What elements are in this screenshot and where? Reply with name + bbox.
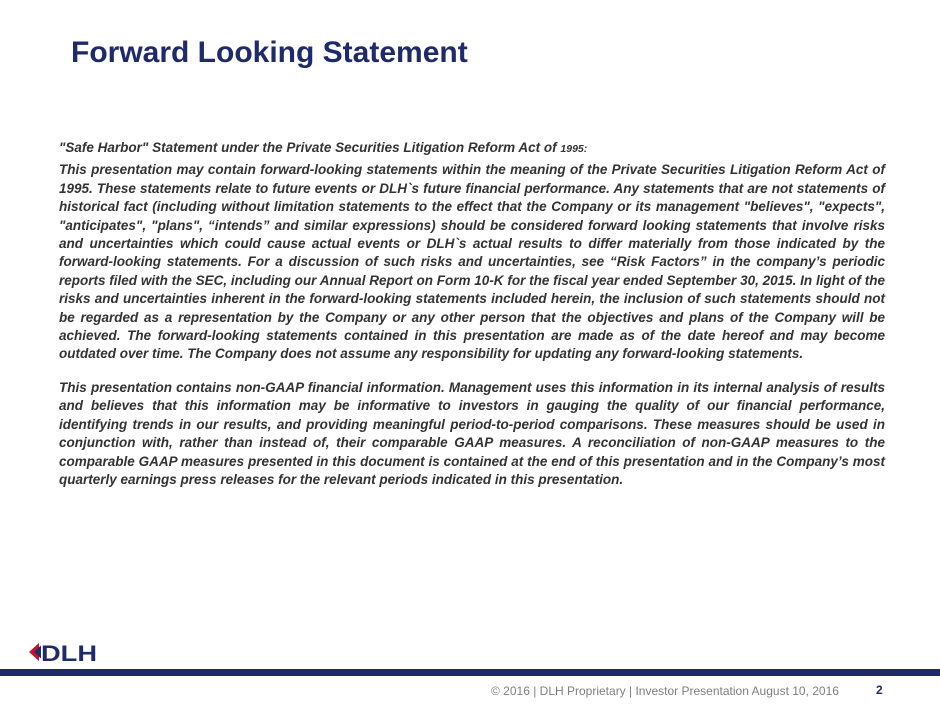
statement-body: [59, 139, 885, 504]
logo-text: DLH: [41, 641, 97, 664]
safe-harbor-heading-year: 1995:: [560, 143, 588, 155]
safe-harbor-heading: [59, 139, 885, 158]
footer-divider: [0, 669, 940, 676]
page-title: Forward Looking Statement: [71, 36, 468, 69]
footer-text: © 2016 | DLH Proprietary | Investor Presentation August 10, 2016: [491, 684, 839, 698]
forward-looking-paragraph: This presentation may contain forward-looking statements within the meaning of the Private Securities Litigation Reform Act of 1995. These statements relate to future events or DLH`s future financial performance. Any statements that are not statements of historical fact (including without limitation statements to the effect that the Company or its management "believes", "expects", "anticipates", "plans", “intends” and similar expressions) should be considered forward looking statements that involve risks and uncertainties which could cause actual events or DLH`s actual results to differ materially from those indicated by the forward-looking statements. For a discussion of such risks and uncertainties, see “Risk Factors” in the company’s periodic reports filed with the SEC, including our Annual Report on Form 10-K for the fiscal year ended September 30, 2015. In light of the risks and uncertainties inherent in the forward-looking statements included herein, the inclusion of such statements should not be regarded as a representation by the Company or any other person that the objectives and plans of the Company will be achieved. The forward-looking statements contained in this presentation are made as of the date hereof and may become outdated over time. The Company does not assume any responsibility for updating any forward-looking statements.: [59, 162, 885, 362]
non-gaap-paragraph: This presentation contains non-GAAP financial information. Management uses this information in its internal analysis of results and believes that this information may be informative to investors in gauging the quality of our financial performance, identifying trends in our results, and providing meaningful period-to-period comparisons. These measures should be used in conjunction with, rather than instead of, their comparable GAAP measures. A reconciliation of non-GAAP measures to the comparable GAAP measures presented in this document is contained at the end of this presentation and in the Company’s most quarterly earnings press releases for the relevant periods indicated in this presentation.: [59, 379, 885, 487]
page-number: 2: [876, 683, 883, 697]
dlh-logo: [28, 640, 100, 664]
safe-harbor-heading-text: "Safe Harbor" Statement under the Private Securities Litigation Reform Act of: [59, 140, 561, 155]
